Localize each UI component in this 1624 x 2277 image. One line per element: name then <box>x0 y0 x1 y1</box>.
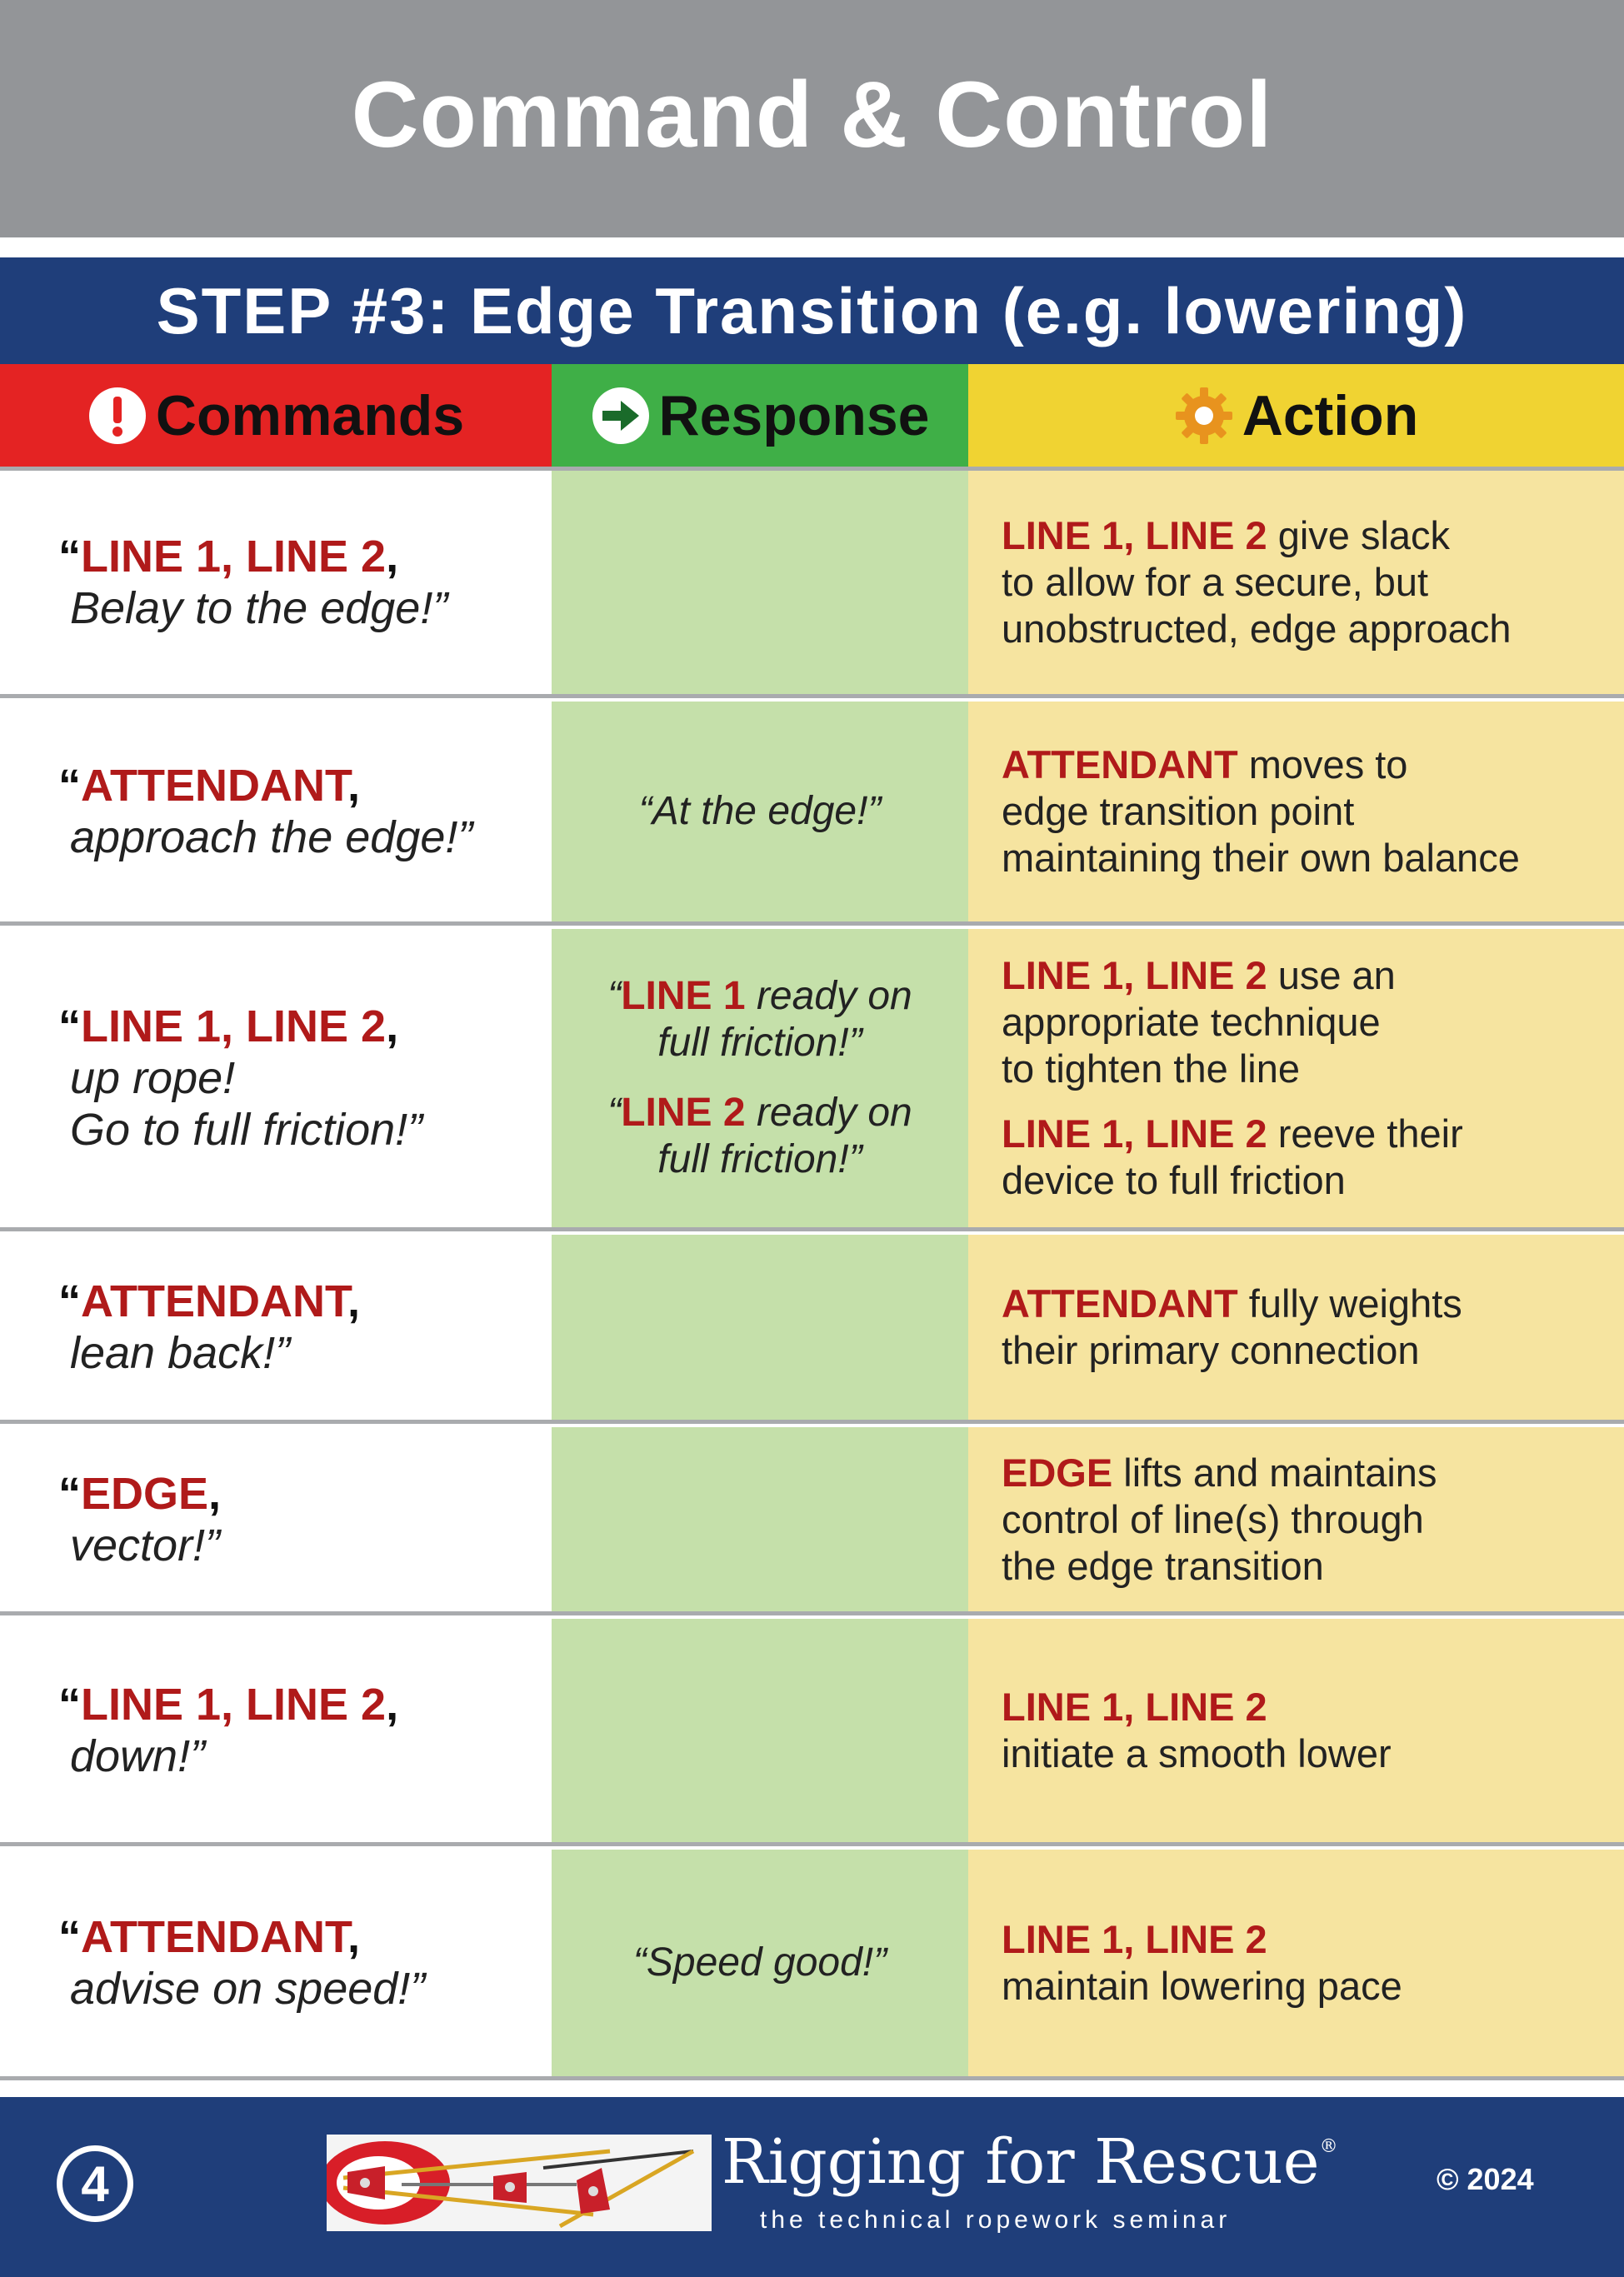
command-callout <box>58 1679 552 1730</box>
action-line: edge transition point <box>1002 789 1355 833</box>
comma: , <box>386 1001 399 1051</box>
action-line: to allow for a secure, but <box>1002 560 1429 604</box>
action-cell <box>968 1619 1624 1842</box>
row-divider <box>0 921 1624 926</box>
gear-icon <box>1174 386 1234 446</box>
response-cell <box>552 702 968 921</box>
command-role: ATTENDANT <box>81 1276 347 1326</box>
header-response <box>552 364 968 467</box>
open-quote: “ <box>58 1680 81 1730</box>
comma: , <box>208 1468 222 1519</box>
command-text: approach the edge!” <box>70 812 473 862</box>
registered-mark: ® <box>1319 2136 1338 2157</box>
action-text <box>1002 1450 1624 1590</box>
action-role: ATTENDANT <box>1002 742 1238 786</box>
command-cell <box>0 1850 552 2076</box>
action-rest: fully weights <box>1237 1281 1462 1326</box>
command-role: ATTENDANT <box>81 761 347 811</box>
open-quote: “ <box>58 761 81 811</box>
header-commands <box>0 364 552 467</box>
table-row <box>0 471 1624 694</box>
action-line <box>1002 1916 1624 1963</box>
response-cell <box>552 929 968 1227</box>
row-divider <box>0 1842 1624 1846</box>
action-text <box>1002 952 1624 1092</box>
response-text <box>633 1940 887 1986</box>
response-cell <box>552 471 968 694</box>
command-text: down!” <box>70 1731 206 1781</box>
response-cell <box>552 1619 968 1842</box>
open-quote: “ <box>58 1468 81 1519</box>
row-divider <box>0 694 1624 698</box>
action-rest: moves to <box>1237 742 1408 786</box>
action-text <box>1002 1916 1624 2010</box>
command-text: up rope! <box>70 1053 236 1103</box>
command-callout <box>58 760 552 811</box>
response-text <box>607 1090 912 1183</box>
title-bar <box>0 0 1624 237</box>
action-line <box>1002 742 1624 788</box>
header-response-label: Response <box>658 383 930 447</box>
action-rest: give slack <box>1267 513 1451 557</box>
action-cell <box>968 471 1624 694</box>
table-row <box>0 929 1624 1227</box>
action-line: maintain lowering pace <box>1002 1964 1402 2008</box>
action-cell <box>968 1235 1624 1420</box>
action-line: appropriate technique <box>1002 1000 1381 1044</box>
brand-name <box>722 2126 1338 2198</box>
action-line <box>1002 1684 1624 1730</box>
action-line <box>1002 1450 1624 1496</box>
response-rest: ready on <box>745 1091 912 1135</box>
divider <box>0 2080 1624 2097</box>
copyright: © 2024 <box>1437 2162 1534 2196</box>
action-role: LINE 1, LINE 2 <box>1002 1917 1267 1961</box>
divider <box>0 237 1624 257</box>
action-role: EDGE <box>1002 1450 1113 1495</box>
page-title: Command & Control <box>351 62 1273 167</box>
action-line: control of line(s) through <box>1002 1496 1424 1541</box>
command-callout <box>58 1276 552 1327</box>
response-text <box>639 788 882 835</box>
command-role: LINE 1, LINE 2 <box>81 1001 387 1051</box>
exclamation-icon <box>87 386 147 446</box>
action-rest: lifts and maintains <box>1112 1450 1437 1495</box>
open-quote: “ <box>58 1276 81 1326</box>
comma: , <box>386 1680 399 1730</box>
action-cell <box>968 702 1624 921</box>
command-cell <box>0 1619 552 1842</box>
comma: , <box>347 761 360 811</box>
response-line: full friction!” <box>657 1137 862 1181</box>
action-cell <box>968 1850 1624 2076</box>
pulley-system-logo-image <box>327 2135 712 2231</box>
command-role: EDGE <box>81 1468 209 1519</box>
table-row <box>0 1850 1624 2076</box>
action-text <box>1002 512 1624 652</box>
action-line: their primary connection <box>1002 1328 1420 1372</box>
command-role: LINE 1, LINE 2 <box>81 1680 387 1730</box>
step-heading: STEP #3: Edge Transition (e.g. lowering) <box>156 273 1468 347</box>
action-text <box>1002 742 1624 881</box>
command-cell <box>0 702 552 921</box>
response-text <box>607 973 912 1066</box>
response-cell <box>552 1427 968 1611</box>
command-text: vector!” <box>70 1520 221 1570</box>
brand-tagline: the technical ropework seminar <box>760 2206 1232 2234</box>
action-text <box>1002 1111 1624 1204</box>
action-rest: reeve their <box>1267 1111 1463 1156</box>
action-cell <box>968 1427 1624 1611</box>
action-line: unobstructed, edge approach <box>1002 607 1512 651</box>
header-action-label: Action <box>1242 383 1419 447</box>
command-text: advise on speed!” <box>70 1964 426 2014</box>
action-line <box>1002 952 1624 999</box>
action-text <box>1002 1281 1624 1374</box>
table-row <box>0 1427 1624 1611</box>
command-role: LINE 1, LINE 2 <box>81 532 387 582</box>
action-line <box>1002 1111 1624 1157</box>
action-line: to tighten the line <box>1002 1046 1300 1091</box>
response-cell <box>552 1850 968 2076</box>
action-line: device to full friction <box>1002 1158 1346 1202</box>
action-line: initiate a smooth lower <box>1002 1731 1392 1775</box>
response-cell <box>552 1235 968 1420</box>
open-quote: “ <box>58 532 81 582</box>
response-role: LINE 2 <box>621 1091 746 1135</box>
brand-text: Rigging for Rescue <box>722 2126 1320 2198</box>
action-text <box>1002 1684 1624 1777</box>
row-divider <box>0 1227 1624 1231</box>
arrow-right-icon <box>591 386 651 446</box>
comma: , <box>347 1912 360 1962</box>
response-line <box>607 973 912 1020</box>
command-text: Belay to the edge!” <box>70 583 448 633</box>
command-callout <box>58 1468 552 1520</box>
command-role: ATTENDANT <box>81 1912 347 1962</box>
header-commands-label: Commands <box>155 383 465 447</box>
action-role: LINE 1, LINE 2 <box>1002 953 1267 997</box>
action-line: the edge transition <box>1002 1543 1324 1588</box>
command-callout <box>58 1911 552 1963</box>
action-rest: use an <box>1267 953 1396 997</box>
command-text: Go to full friction!” <box>70 1105 423 1155</box>
command-cell <box>0 929 552 1227</box>
action-role: LINE 1, LINE 2 <box>1002 1111 1267 1156</box>
response-open: “At the edge!” <box>638 789 882 833</box>
response-role: LINE 1 <box>621 974 746 1018</box>
step-bar <box>0 257 1624 364</box>
response-open: “ <box>607 1091 622 1135</box>
response-open: “Speed good!” <box>632 1940 887 1985</box>
action-role: ATTENDANT <box>1002 1281 1238 1326</box>
response-line <box>639 788 882 835</box>
action-line <box>1002 512 1624 559</box>
command-cell <box>0 1427 552 1611</box>
open-quote: “ <box>58 1001 81 1051</box>
action-role: LINE 1, LINE 2 <box>1002 1685 1267 1729</box>
comma: , <box>347 1276 360 1326</box>
table-row <box>0 1235 1624 1420</box>
command-callout <box>58 531 552 582</box>
response-rest: ready on <box>745 974 912 1018</box>
action-line <box>1002 1281 1624 1327</box>
page-number-badge: 4 <box>57 2145 133 2222</box>
command-cell <box>0 1235 552 1420</box>
table-row <box>0 702 1624 921</box>
row-divider <box>0 1611 1624 1615</box>
response-line: full friction!” <box>657 1021 862 1065</box>
command-callout <box>58 1001 552 1052</box>
action-line: maintaining their own balance <box>1002 836 1520 880</box>
command-text: lean back!” <box>70 1328 291 1378</box>
response-open: “ <box>607 974 622 1018</box>
action-cell <box>968 929 1624 1227</box>
open-quote: “ <box>58 1912 81 1962</box>
response-line <box>607 1090 912 1136</box>
header-action <box>968 364 1624 467</box>
table-row <box>0 1619 1624 1842</box>
command-cell <box>0 471 552 694</box>
response-line <box>633 1940 887 1986</box>
row-divider <box>0 1420 1624 1424</box>
action-role: LINE 1, LINE 2 <box>1002 513 1267 557</box>
comma: , <box>386 532 399 582</box>
